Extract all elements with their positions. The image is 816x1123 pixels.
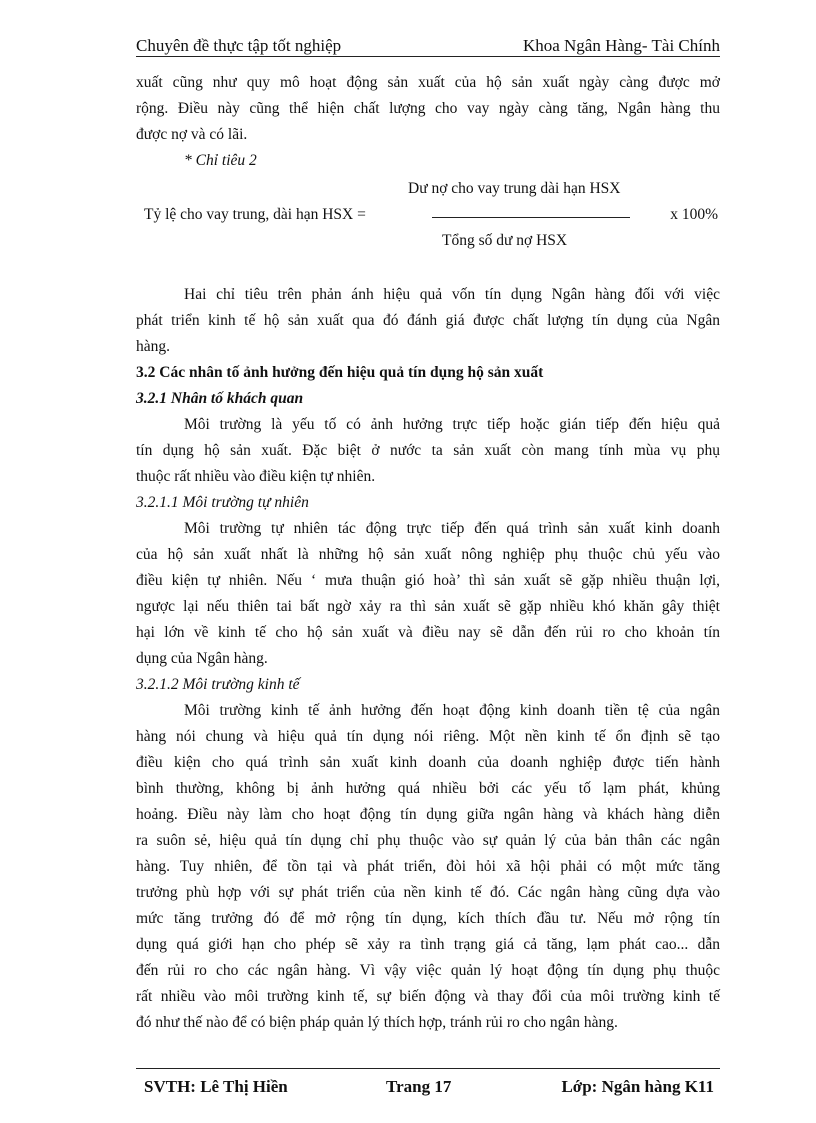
fraction-bar <box>432 217 630 218</box>
text-line: rất nhiều vào môi trường kinh tế, sự biến động và thay đổi của môi trường kinh tế <box>136 988 720 1005</box>
page-body <box>136 70 720 1036</box>
footer-page-number: Trang 17 <box>386 1077 452 1096</box>
footer-student: SVTH: Lê Thị Hiền <box>144 1077 288 1096</box>
text-line: tín dụng hộ sản xuất. Đặc biệt ở nước ta sản xuất còn mang tính mùa vụ phụ <box>136 442 720 459</box>
text-line: dụng của Ngân hàng. <box>136 650 268 667</box>
page-footer <box>136 1068 720 1099</box>
text-line: hại lớn về kinh tế cho hộ sản xuất và điều nay sẽ dẫn đến rủi ro cho khoản tín <box>136 624 720 641</box>
text-line: bình thường, không bị ảnh hưởng quá nhiều bởi các yếu tố lạm phát, khủng <box>136 780 720 797</box>
natural-paragraph <box>136 516 720 672</box>
text-line: xuất cũng như quy mô hoạt động sản xuất của hộ sản xuất ngày càng được mở <box>136 74 720 91</box>
text-line: thuộc rất nhiều vào điều kiện tự nhiên. <box>136 468 376 485</box>
text-line: đến rủi ro cho các ngân hàng. Vì vậy việc quản lý hoạt động tín dụng phụ thuộc <box>136 962 720 979</box>
page-header <box>136 36 720 57</box>
text-line: điều kiện cho quá trình sản xuất kinh doanh của doanh nghiệp được tiến hành <box>136 754 720 771</box>
section-heading-3-2-1-2: 3.2.1.2 Môi trường kinh tế <box>136 676 300 693</box>
text-line: Môi trường là yếu tố có ảnh hưởng trực tiếp hoặc gián tiếp đến hiệu quả <box>184 416 720 433</box>
text-line: hàng. Tuy nhiên, để tồn tại và phát triển, đòi hỏi xã hội phải có một mức tăng <box>136 858 720 875</box>
text-line: hàng. <box>136 338 171 355</box>
formula-lhs: Tỷ lệ cho vay trung, dài hạn HSX = <box>144 206 366 223</box>
text-line: hàng nói chung và hiệu quả tín dụng nói riêng. Một nền kinh tế ổn định sẽ tạo <box>136 728 720 745</box>
intro-paragraph <box>136 70 720 148</box>
summary-paragraph <box>136 282 720 360</box>
text-line: Hai chỉ tiêu trên phản ánh hiệu quả vốn tín dụng Ngân hàng đối với việc <box>184 286 720 303</box>
text-line: của hộ sản xuất nhất là những hộ sản xuất nông nghiệp phụ thuộc chủ yếu vào <box>136 546 720 563</box>
text-line: đó như thế nào để có biện pháp quản lý thích hợp, tránh rủi ro cho ngân hàng. <box>136 1014 618 1031</box>
text-line: phát triển kinh tế hộ sản xuất qua đó đánh giá được chất lượng tín dụng của Ngân <box>136 312 720 329</box>
section-heading-3-2-1: 3.2.1 Nhân tố khách quan <box>136 390 304 407</box>
text-line: điều kiện tự nhiên. Nếu ‘ mưa thuận gió hoà’ thì sản xuất sẽ gặp nhiều thuận lợi, <box>136 572 720 589</box>
text-line: ra suôn sẻ, hiệu quả tín dụng chỉ phụ thuộc vào sự quản lý của bản thân các ngân <box>136 832 720 849</box>
text-line: Môi trường tự nhiên tác động trực tiếp đến quá trình sản xuất kinh doanh <box>184 520 720 537</box>
text-line: rộng. Điều này cũng thể hiện chất lượng cho vay ngày càng tăng, Ngân hàng thu <box>136 100 720 117</box>
text-line: mức tăng trưởng đó để mở rộng tín dụng, kích thích đầu tư. Nếu mở rộng tín <box>136 910 720 927</box>
text-line: Môi trường kinh tế ảnh hưởng đến hoạt động kinh doanh tiền tệ của ngân <box>184 702 720 719</box>
text-line: dụng quá giới hạn cho phép sẽ xảy ra tình trạng giá cả tăng, lạm phát cao... dẫn <box>136 936 720 953</box>
header-right: Khoa Ngân Hàng- Tài Chính <box>522 36 720 55</box>
footer-class: Lớp: Ngân hàng K11 <box>561 1077 714 1096</box>
section-heading-3-2-1-1: 3.2.1.1 Môi trường tự nhiên <box>136 494 309 511</box>
indicator-label: * Chỉ tiêu 2 <box>184 152 257 169</box>
formula <box>136 176 720 254</box>
header-left: Chuyên đề thực tập tốt nghiệp <box>136 36 342 55</box>
text-line: hoảng. Điều này làm cho hoạt động tín dụng giữa ngân hàng và khách hàng diễn <box>136 806 720 823</box>
text-line: được nợ và có lãi. <box>136 126 248 143</box>
formula-denominator: Tổng số dư nợ HSX <box>442 232 568 249</box>
formula-numerator: Dư nợ cho vay trung dài hạn HSX <box>408 180 621 197</box>
text-line: trưởng phù hợp với sự phát triển của nền kinh tế đó. Các ngân hàng cũng dựa vào <box>136 884 720 901</box>
text-line: ngược lại nếu thiên tai bất ngờ xảy ra thì sản xuất sẽ gặp nhiều khó khăn gây thiệt <box>136 598 720 615</box>
formula-multiplier: x 100% <box>670 206 718 223</box>
section-heading-3-2: 3.2 Các nhân tố ảnh hưởng đến hiệu quả tín dụng hộ sản xuất <box>136 364 544 381</box>
economic-paragraph <box>136 698 720 1036</box>
objective-paragraph <box>136 412 720 490</box>
